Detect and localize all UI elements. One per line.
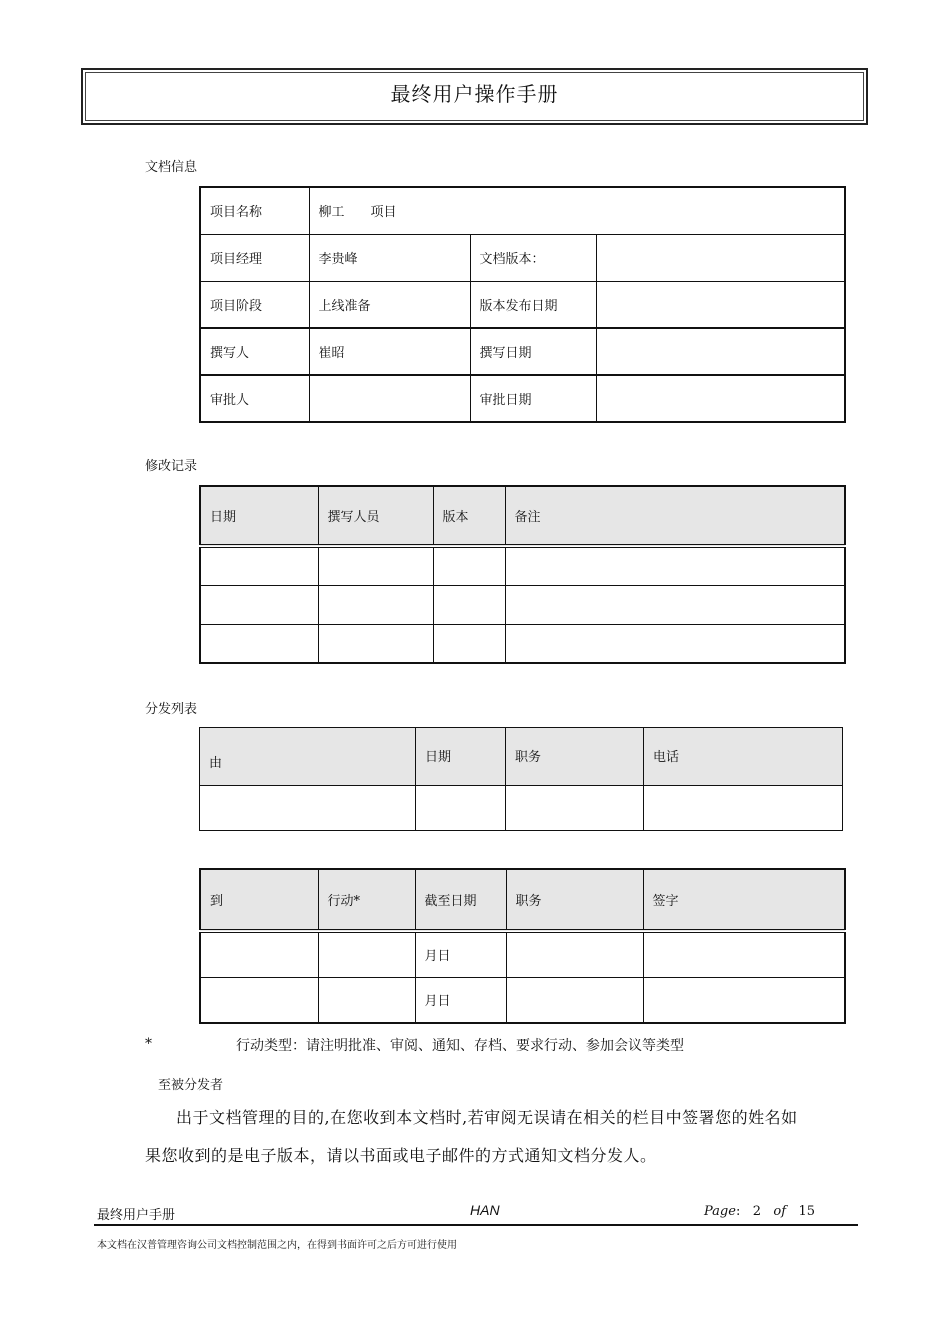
table-cell xyxy=(200,585,318,624)
table-cell xyxy=(506,977,643,1023)
table-cell xyxy=(505,624,845,663)
table-cell xyxy=(318,546,433,585)
column-header: 截至日期 xyxy=(415,869,506,931)
footer-page-info xyxy=(704,1204,815,1219)
approve-date-label: 审批日期 xyxy=(470,375,596,422)
stage-label: 项目阶段 xyxy=(200,281,309,328)
table-row xyxy=(200,187,845,234)
table-cell xyxy=(318,977,415,1023)
table-cell xyxy=(200,977,318,1023)
table-header-row xyxy=(200,486,845,546)
approver-value xyxy=(309,375,470,422)
write-date-value xyxy=(596,328,845,375)
table-row xyxy=(200,328,845,375)
column-header: 备注 xyxy=(505,486,845,546)
doc-info-label: 文档信息 xyxy=(145,160,198,175)
table-cell xyxy=(644,786,843,831)
table-cell xyxy=(506,786,644,831)
revision-label: 修改记录 xyxy=(145,459,198,474)
column-header: 日期 xyxy=(200,486,318,546)
table-row xyxy=(200,624,845,663)
table-cell xyxy=(200,546,318,585)
footer-doc-name: 最终用户手册 xyxy=(97,1208,176,1223)
column-header: 撰写人员 xyxy=(318,486,433,546)
recipient-line-1: 出于文档管理的目的,在您收到本文档时,若审阅无误请在相关的栏目中签署您的姓名如 xyxy=(176,1108,798,1127)
stage-value: 上线准备 xyxy=(309,281,470,328)
table-cell xyxy=(433,546,505,585)
pm-label: 项目经理 xyxy=(200,234,309,281)
write-date-label: 撰写日期 xyxy=(470,328,596,375)
table-cell xyxy=(416,786,506,831)
release-date-value xyxy=(596,281,845,328)
recipient-line-2: 果您收到的是电子版本，请以书面或电子邮件的方式通知文档分发人。 xyxy=(145,1146,657,1165)
table-cell xyxy=(506,931,643,977)
page-colon: : xyxy=(735,1204,741,1219)
table-cell xyxy=(433,585,505,624)
page-number: 2 xyxy=(752,1204,762,1219)
table-row xyxy=(200,585,845,624)
footer-divider xyxy=(94,1224,858,1226)
table-cell xyxy=(200,624,318,663)
author-label: 撰写人 xyxy=(200,328,309,375)
document-title: 最终用户操作手册 xyxy=(390,82,559,106)
recipient-heading: 至被分发者 xyxy=(158,1078,224,1093)
table-row xyxy=(200,281,845,328)
column-header: 职务 xyxy=(506,728,644,786)
of-label: of xyxy=(773,1204,787,1219)
page-label: Page xyxy=(704,1204,736,1219)
version-value xyxy=(596,234,845,281)
table-cell xyxy=(643,977,845,1023)
note-asterisk: * xyxy=(145,1036,152,1052)
approve-date-value xyxy=(596,375,845,422)
column-header: 日期 xyxy=(416,728,506,786)
column-header: 职务 xyxy=(506,869,643,931)
note-text: 行动类型：请注明批准、审阅、通知、存档、要求行动、参加会议等类型 xyxy=(236,1038,684,1054)
table-cell xyxy=(318,931,415,977)
column-header: 行动* xyxy=(318,869,415,931)
table-cell xyxy=(318,585,433,624)
pm-value: 李贵峰 xyxy=(309,234,470,281)
table-row xyxy=(200,931,845,977)
table-cell xyxy=(433,624,505,663)
table-row xyxy=(200,234,845,281)
table-cell xyxy=(643,931,845,977)
distribution-from-table xyxy=(199,727,843,831)
column-header: 电话 xyxy=(644,728,843,786)
table-cell xyxy=(200,931,318,977)
table-cell xyxy=(318,624,433,663)
table-header-row xyxy=(200,869,845,931)
author-value: 崔昭 xyxy=(309,328,470,375)
table-row xyxy=(200,375,845,422)
approver-label: 审批人 xyxy=(200,375,309,422)
table-row xyxy=(200,977,845,1023)
table-cell xyxy=(505,546,845,585)
table-cell: 月日 xyxy=(415,931,506,977)
column-header: 签字 xyxy=(643,869,845,931)
version-label: 文档版本： xyxy=(470,234,596,281)
distribution-label: 分发列表 xyxy=(145,702,198,717)
column-header: 到 xyxy=(200,869,318,931)
table-header-row xyxy=(200,728,843,786)
header-box xyxy=(81,68,868,125)
doc-info-table xyxy=(199,186,846,423)
table-cell xyxy=(505,585,845,624)
footer-notice: 本文档在汉普管理咨询公司文档控制范围之内，在得到书面许可之后方可进行使用 xyxy=(97,1240,457,1251)
table-cell xyxy=(200,786,416,831)
column-header: 由 xyxy=(200,728,416,786)
revision-table xyxy=(199,485,846,664)
total-pages: 15 xyxy=(798,1204,816,1219)
distribution-to-table xyxy=(199,868,846,1024)
table-cell: 月日 xyxy=(415,977,506,1023)
table-row xyxy=(200,546,845,585)
footer-company-code: HAN xyxy=(470,1202,500,1218)
project-name-label: 项目名称 xyxy=(200,187,309,234)
project-name-value: 柳工 项目 xyxy=(309,187,845,234)
table-row xyxy=(200,786,843,831)
release-date-label: 版本发布日期 xyxy=(470,281,596,328)
column-header: 版本 xyxy=(433,486,505,546)
